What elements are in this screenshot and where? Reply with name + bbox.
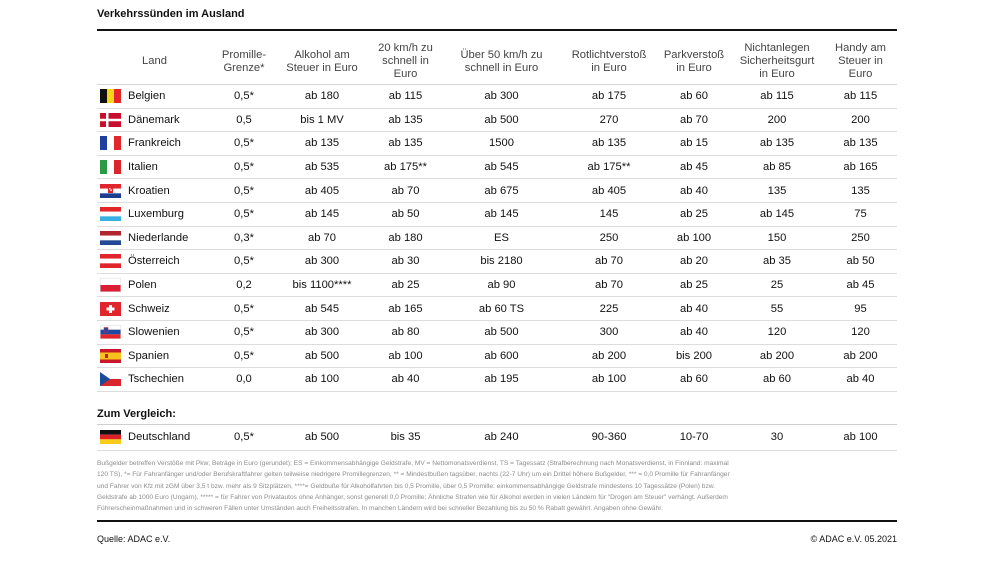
value-cell: ab 70 xyxy=(658,108,730,132)
top-rule xyxy=(97,29,897,31)
value-cell: 250 xyxy=(560,226,658,250)
value-cell: 55 xyxy=(730,297,824,321)
value-cell: ab 135 xyxy=(368,108,443,132)
value-cell: ab 165 xyxy=(824,155,897,179)
value-cell: 10-70 xyxy=(658,424,730,450)
value-cell: ab 180 xyxy=(368,226,443,250)
value-cell: ab 20 xyxy=(658,250,730,274)
column-header: Über 50 km/h zu schnell in Euro xyxy=(443,39,560,85)
value-cell: 225 xyxy=(560,297,658,321)
be-flag-icon xyxy=(100,89,121,103)
value-cell: 0,5* xyxy=(212,202,276,226)
footnote-line: Geldstrafe ab 1000 Euro (Ungarn), ***** = für Fahrer von Privatautos ohne Anhänger, sonst generell 0,0 Promille; Ähnliche Strafen wie für Alkohol werden in vielen Ländern für "Drogen am Steuer" verhängt. Außerdem xyxy=(97,493,728,501)
value-cell: ab 545 xyxy=(443,155,560,179)
value-cell: ab 535 xyxy=(276,155,368,179)
value-cell: ab 145 xyxy=(730,202,824,226)
value-cell: bis 1 MV xyxy=(276,108,368,132)
value-cell: 0,5* xyxy=(212,85,276,109)
value-cell: ab 200 xyxy=(730,344,824,368)
value-cell: ab 40 xyxy=(658,179,730,203)
table-body xyxy=(97,85,897,451)
table-row xyxy=(97,179,897,203)
header-row xyxy=(97,39,897,85)
value-cell: 0,5* xyxy=(212,250,276,274)
comparison-separator-row xyxy=(97,391,897,424)
value-cell: ab 115 xyxy=(368,85,443,109)
country-name: Slowenien xyxy=(128,326,180,339)
table-row xyxy=(97,250,897,274)
column-header: Alkohol am Steuer in Euro xyxy=(276,39,368,85)
es-flag-icon xyxy=(100,349,121,363)
table-row xyxy=(97,155,897,179)
country-cell xyxy=(97,202,212,226)
value-cell: ab 500 xyxy=(443,320,560,344)
country-cell xyxy=(97,297,212,321)
footnote-line: 120 TS), *= Für Fahranfänger und/oder Berufskraftfahrer gelten teilweise niedrigere Promillegrenzen, ** = Mindestbußen tagsüber, nachts (22-7 Uhr) um ein Drittel höhere Bußgelder, *** = 0,0 Promille für Fahranfänger xyxy=(97,471,730,479)
value-cell: ab 80 xyxy=(368,320,443,344)
country-cell xyxy=(97,108,212,132)
value-cell: 90-360 xyxy=(560,424,658,450)
value-cell: ab 15 xyxy=(658,132,730,156)
value-cell: ab 135 xyxy=(730,132,824,156)
si-flag-icon xyxy=(100,325,121,339)
value-cell: ab 135 xyxy=(368,132,443,156)
value-cell: ab 500 xyxy=(276,344,368,368)
value-cell: ab 195 xyxy=(443,368,560,392)
country-cell xyxy=(97,132,212,156)
value-cell: ab 145 xyxy=(443,202,560,226)
value-cell: ab 60 xyxy=(658,368,730,392)
value-cell: 0,5* xyxy=(212,424,276,450)
hr-flag-icon xyxy=(100,184,121,198)
country-name: Tschechien xyxy=(128,373,184,386)
value-cell: 120 xyxy=(730,320,824,344)
value-cell: ab 135 xyxy=(276,132,368,156)
country-name: Österreich xyxy=(128,255,180,268)
footnote-line: Bußgelder betreffen Verstöße mit Pkw; Beträge in Euro (gerundet); ES = Einkommensabhängige Geldstrafe, MV = Nettomonatsverdienst, TS = Tagessatz (Strafberechnung nach Monatsverdienst, in Finnland: maximal xyxy=(97,460,729,467)
value-cell: ab 180 xyxy=(276,85,368,109)
value-cell: ab 70 xyxy=(276,226,368,250)
value-cell: ab 100 xyxy=(658,226,730,250)
country-cell xyxy=(97,250,212,274)
value-cell: 30 xyxy=(730,424,824,450)
value-cell: 135 xyxy=(824,179,897,203)
table-row xyxy=(97,368,897,392)
value-cell: 0,5* xyxy=(212,155,276,179)
value-cell: ab 100 xyxy=(824,424,897,450)
value-cell: ES xyxy=(443,226,560,250)
value-cell: ab 70 xyxy=(368,179,443,203)
country-cell xyxy=(97,273,212,297)
value-cell: ab 100 xyxy=(368,344,443,368)
value-cell: ab 25 xyxy=(658,273,730,297)
table-row xyxy=(97,344,897,368)
table-row xyxy=(97,320,897,344)
value-cell: ab 405 xyxy=(560,179,658,203)
value-cell: 25 xyxy=(730,273,824,297)
table-row xyxy=(97,108,897,132)
country-cell xyxy=(97,85,212,109)
value-cell: ab 135 xyxy=(824,132,897,156)
value-cell: 0,5 xyxy=(212,108,276,132)
pl-flag-icon xyxy=(100,278,121,292)
source-label: Quelle: ADAC e.V. xyxy=(97,534,171,544)
value-cell: ab 175** xyxy=(368,155,443,179)
lu-flag-icon xyxy=(100,207,121,221)
value-cell: 0,3* xyxy=(212,226,276,250)
value-cell: ab 40 xyxy=(658,297,730,321)
table-row xyxy=(97,226,897,250)
column-header-land: Land xyxy=(97,39,212,85)
value-cell: 1500 xyxy=(443,132,560,156)
value-cell: ab 175** xyxy=(560,155,658,179)
table-row xyxy=(97,297,897,321)
value-cell: bis 1100**** xyxy=(276,273,368,297)
value-cell: ab 50 xyxy=(368,202,443,226)
value-cell: ab 45 xyxy=(658,155,730,179)
value-cell: 200 xyxy=(730,108,824,132)
value-cell: ab 200 xyxy=(824,344,897,368)
value-cell: ab 30 xyxy=(368,250,443,274)
country-name: Luxemburg xyxy=(128,208,184,221)
country-name: Frankreich xyxy=(128,137,181,150)
value-cell: 150 xyxy=(730,226,824,250)
fr-flag-icon xyxy=(100,136,121,150)
value-cell: 95 xyxy=(824,297,897,321)
country-name: Dänemark xyxy=(128,113,180,126)
value-cell: ab 85 xyxy=(730,155,824,179)
dk-flag-icon xyxy=(100,113,121,127)
table-row xyxy=(97,273,897,297)
value-cell: 0,2 xyxy=(212,273,276,297)
fines-table xyxy=(97,39,897,451)
country-name: Deutschland xyxy=(128,431,191,444)
value-cell: ab 90 xyxy=(443,273,560,297)
value-cell: bis 200 xyxy=(658,344,730,368)
value-cell: ab 175 xyxy=(560,85,658,109)
value-cell: 135 xyxy=(730,179,824,203)
value-cell: ab 300 xyxy=(443,85,560,109)
value-cell: ab 60 xyxy=(658,85,730,109)
country-name: Kroatien xyxy=(128,184,170,197)
value-cell: ab 600 xyxy=(443,344,560,368)
de-flag-icon xyxy=(100,430,121,444)
value-cell: ab 70 xyxy=(560,250,658,274)
column-header: Handy am Steuer in Euro xyxy=(824,39,897,85)
footnote-line: und Fahrer von Kfz mit zGM über 3,5 t bzw. mehr als 9 Sitzplätzen, ****= Geldbuße für Alkoholfahrten bis 0,5 Promille, über 0,5 Promille: einkommensabhängige Geldstrafe mindestens 10 Tagessätze (Polen) bzw. xyxy=(97,482,715,490)
bottom-rule xyxy=(97,520,897,522)
country-name: Niederlande xyxy=(128,231,189,244)
comparison-label: Zum Vergleich: xyxy=(97,391,897,424)
value-cell: ab 25 xyxy=(368,273,443,297)
value-cell: 200 xyxy=(824,108,897,132)
table-row xyxy=(97,202,897,226)
value-cell: ab 40 xyxy=(824,368,897,392)
country-cell xyxy=(97,155,212,179)
value-cell: ab 165 xyxy=(368,297,443,321)
value-cell: ab 200 xyxy=(560,344,658,368)
country-name: Belgien xyxy=(128,90,166,103)
value-cell: ab 675 xyxy=(443,179,560,203)
value-cell: ab 45 xyxy=(824,273,897,297)
country-cell xyxy=(97,368,212,392)
footnote xyxy=(97,458,897,514)
value-cell: ab 145 xyxy=(276,202,368,226)
column-header: Rotlichtverstoß in Euro xyxy=(560,39,658,85)
cz-flag-icon xyxy=(100,372,121,386)
table-row xyxy=(97,85,897,109)
country-cell xyxy=(97,424,212,450)
country-name: Schweiz xyxy=(128,302,170,315)
comparison-row xyxy=(97,424,897,450)
country-name: Spanien xyxy=(128,349,170,362)
value-cell: 0,5* xyxy=(212,132,276,156)
value-cell: ab 100 xyxy=(560,368,658,392)
value-cell: ab 135 xyxy=(560,132,658,156)
country-name: Italien xyxy=(128,161,158,174)
column-header: 20 km/h zu schnell in Euro xyxy=(368,39,443,85)
value-cell: 120 xyxy=(824,320,897,344)
nl-flag-icon xyxy=(100,231,121,245)
value-cell: 145 xyxy=(560,202,658,226)
page-title: Verkehrssünden im Ausland xyxy=(97,8,245,20)
footnote-line: Führerscheinmaßnahmen und in schweren Fällen unter Umständen auch Freiheitsstrafen. In manchen Ländern wird bei schneller Bezahlung bis zu 50 % Rabatt gewährt. Angaben ohne Gewähr. xyxy=(97,505,663,513)
value-cell: ab 70 xyxy=(560,273,658,297)
value-cell: ab 500 xyxy=(276,424,368,450)
column-header: Parkverstoß in Euro xyxy=(658,39,730,85)
it-flag-icon xyxy=(100,160,121,174)
at-flag-icon xyxy=(100,254,121,268)
value-cell: ab 115 xyxy=(824,85,897,109)
value-cell: ab 405 xyxy=(276,179,368,203)
value-cell: 270 xyxy=(560,108,658,132)
value-cell: 300 xyxy=(560,320,658,344)
value-cell: ab 300 xyxy=(276,250,368,274)
copyright-label: © ADAC e.V. 05.2021 xyxy=(810,534,897,544)
value-cell: 0,5* xyxy=(212,320,276,344)
country-cell xyxy=(97,179,212,203)
value-cell: 0,5* xyxy=(212,179,276,203)
value-cell: ab 500 xyxy=(443,108,560,132)
value-cell: ab 25 xyxy=(658,202,730,226)
value-cell: bis 2180 xyxy=(443,250,560,274)
country-cell xyxy=(97,344,212,368)
value-cell: ab 40 xyxy=(658,320,730,344)
value-cell: 0,5* xyxy=(212,297,276,321)
value-cell: ab 40 xyxy=(368,368,443,392)
value-cell: ab 300 xyxy=(276,320,368,344)
value-cell: 75 xyxy=(824,202,897,226)
value-cell: ab 60 TS xyxy=(443,297,560,321)
country-cell xyxy=(97,320,212,344)
value-cell: ab 60 xyxy=(730,368,824,392)
value-cell: ab 50 xyxy=(824,250,897,274)
country-name: Polen xyxy=(128,279,157,292)
ch-flag-icon xyxy=(100,302,121,316)
table-row xyxy=(97,132,897,156)
column-header: Promille- Grenze* xyxy=(212,39,276,85)
value-cell: ab 35 xyxy=(730,250,824,274)
value-cell: 0,5* xyxy=(212,344,276,368)
value-cell: ab 240 xyxy=(443,424,560,450)
value-cell: 250 xyxy=(824,226,897,250)
value-cell: 0,0 xyxy=(212,368,276,392)
column-header: Nichtanlegen Sicherheitsgurt in Euro xyxy=(730,39,824,85)
value-cell: ab 115 xyxy=(730,85,824,109)
value-cell: ab 545 xyxy=(276,297,368,321)
country-cell xyxy=(97,226,212,250)
value-cell: bis 35 xyxy=(368,424,443,450)
value-cell: ab 100 xyxy=(276,368,368,392)
